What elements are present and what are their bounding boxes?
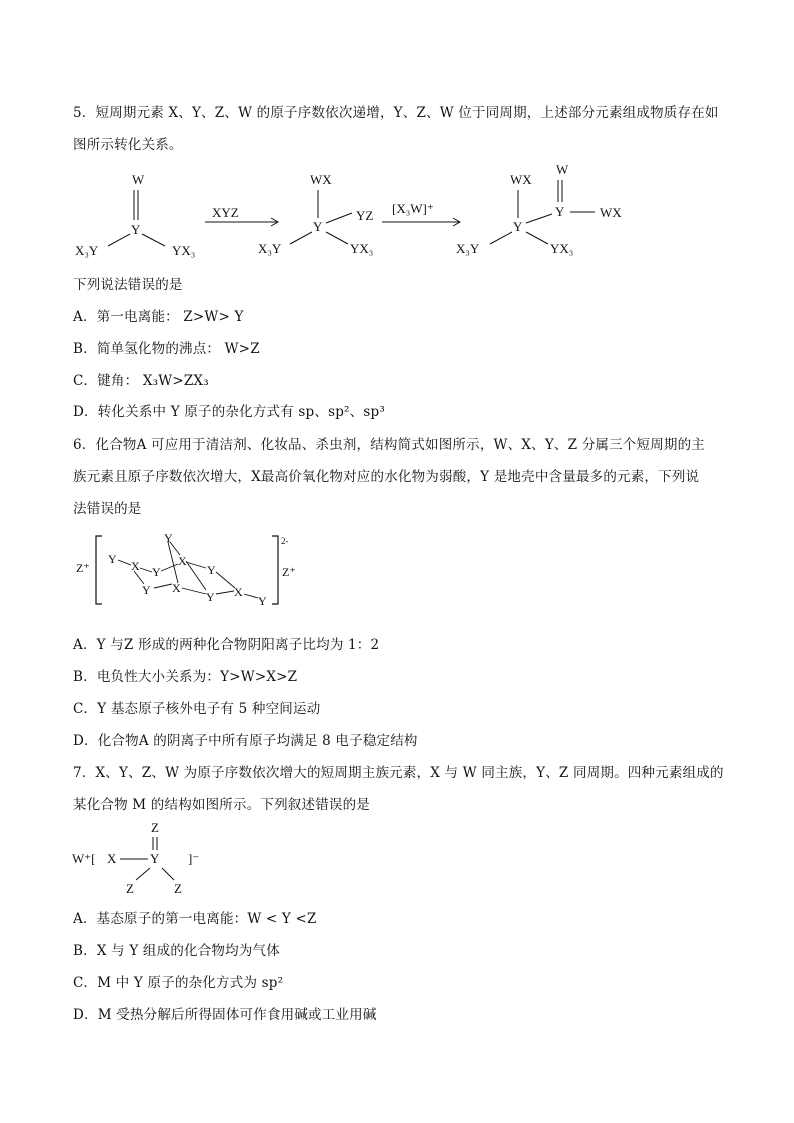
q6-right-cation: Z⁺: [282, 565, 296, 579]
q7-bottom-left-z: Z: [126, 881, 134, 896]
q7-top-z: Z: [151, 820, 159, 835]
q5-stem-line1: 5．短周期元素 X、Y、Z、W 的原子序数依次递增，Y、Z、W 位于同周期，上述部分元素组成物质存在如: [73, 105, 719, 121]
m3-right-wx: WX: [600, 205, 622, 220]
q7-close-bracket: ]⁻: [188, 851, 200, 866]
q5-reaction-diagram: [60, 160, 660, 269]
q7-stem-line2: 某化合物 M 的结构如图所示。下列叙述错误的是: [73, 797, 371, 813]
q6-atom-y: Y: [258, 594, 267, 608]
m3-y-upper: Y: [555, 204, 565, 219]
m3-left: X₃Y: [456, 241, 480, 256]
q7-structure-diagram: [70, 818, 250, 902]
q5-option-d: D．转化关系中 Y 原子的杂化方式有 sp、sp²、sp³: [73, 404, 385, 420]
m2-right-yz: YZ: [356, 208, 374, 223]
q7-stem-line1: 7．X、Y、Z、W 为原子序数依次增大的短周期主族元素，X 与 W 同主族，Y、Z 同周期。四种元素组成的: [73, 765, 724, 781]
q6-stem-line1: 6．化合物A 可应用于清洁剂、化妆品、杀虫剂，结构简式如图所示，W、X、Y、Z 分属三个短周期的主: [73, 437, 705, 453]
q6-option-a: A．Y 与Z 形成的两种化合物阴阳离子比均为 1：2: [73, 637, 380, 653]
q6-atom-x: X: [234, 585, 243, 599]
q6-option-c: C．Y 基态原子核外电子有 5 种空间运动: [73, 701, 321, 717]
q7-option-d: D．M 受热分解后所得固体可作食用碱或工业用碱: [73, 1007, 377, 1023]
q6-atom-x: X: [178, 554, 187, 568]
m1-left: X₃Y: [75, 243, 99, 258]
q6-atom-y: Y: [164, 531, 173, 545]
q7-option-b: B．X 与 Y 组成的化合物均为气体: [73, 943, 280, 959]
q6-stem-line3: 法错误的是: [73, 501, 142, 517]
q6-atom-x: X: [172, 581, 181, 595]
q5-option-b: B．简单氢化物的沸点： W>Z: [73, 341, 260, 357]
m2-top-wx: WX: [310, 172, 332, 187]
m1-center-y: Y: [131, 222, 141, 237]
q6-stem-line2: 族元素且原子序数依次增大，X最高价氧化物对应的水化物为弱酸，Y 是地壳中含量最多的元素，下列说: [73, 469, 700, 485]
m3-center-y: Y: [513, 219, 523, 234]
q6-atom-y: Y: [108, 552, 117, 566]
q6-atom-x: X: [131, 559, 140, 573]
q6-atom-y: Y: [142, 583, 151, 597]
m2-left: X₃Y: [258, 241, 282, 256]
q7-atom-x: X: [107, 851, 117, 866]
q6-left-cation: Z⁺: [76, 561, 90, 575]
q7-option-a: A．基态原子的第一电离能：W < Y <Z: [73, 911, 317, 927]
q6-charge: 2-: [281, 536, 289, 546]
arrow1-label: XYZ: [212, 205, 239, 220]
q5-question: 下列说法错误的是: [73, 277, 183, 293]
m2-center-y: Y: [313, 219, 323, 234]
m3-topleft-wx: WX: [510, 172, 532, 187]
q6-atom-y: Y: [152, 565, 161, 579]
q7-cation: W⁺[: [72, 851, 96, 866]
m3-top-w: W: [556, 162, 569, 177]
q6-atom-y: Y: [206, 590, 215, 604]
q5-option-c: C．键角： X₃W>ZX₃: [73, 373, 209, 389]
arrow2-label: [X₃W]⁺: [392, 201, 434, 216]
m1-right: YX₃: [172, 243, 196, 258]
q5-stem-line2: 图所示转化关系。: [73, 137, 183, 153]
q6-atom-y: Y: [207, 563, 216, 577]
q7-bottom-right-z: Z: [174, 881, 182, 896]
m3-bottom: YX₃: [550, 241, 574, 256]
m2-bottom: YX₃: [350, 241, 374, 256]
q6-option-d: D．化合物A 的阴离子中所有原子均满足 8 电子稳定结构: [73, 733, 418, 749]
q5-option-a: A．第一电离能： Z>W> Y: [73, 309, 244, 325]
q7-option-c: C．M 中 Y 原子的杂化方式为 sp²: [73, 975, 284, 991]
q6-structure-diagram: [70, 528, 310, 617]
q7-atom-y: Y: [150, 851, 160, 866]
q6-option-b: B．电负性大小关系为：Y>W>X>Z: [73, 669, 298, 685]
m1-top-w: W: [132, 172, 145, 187]
